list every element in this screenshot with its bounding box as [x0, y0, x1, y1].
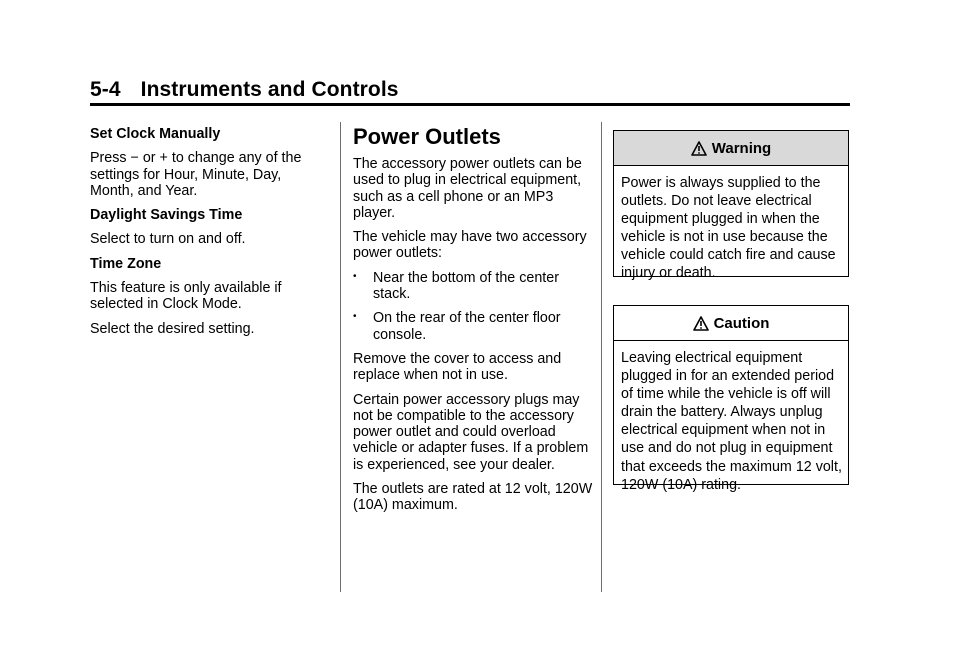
column-divider: [601, 122, 602, 592]
caution-text: Leaving electrical equipment plugged in for an extended period of time while the vehicle is off will drain the battery. Always unplug electrical equipment when not in use and do not plug in equipment that exceeds the maximum 12 volt, 120W (10A) rating.: [621, 350, 842, 493]
caution-box: [613, 305, 849, 493]
warning-box: [613, 130, 849, 282]
remove-cover-text: Remove the cover to access and replace when not in use.: [353, 350, 562, 384]
power-outlets-heading: Power Outlets: [353, 124, 501, 149]
power-outlets-lead: The vehicle may have two accessory power outlets:: [353, 229, 587, 262]
list-item: • Near the bottom of the center stack.: [353, 269, 559, 303]
page-header: [90, 78, 399, 102]
section-number: 5-4: [90, 78, 121, 101]
outlet-location-list: [353, 270, 593, 343]
bullet-icon: •: [353, 311, 357, 323]
dst-heading: Daylight Savings Time: [90, 207, 243, 224]
column-divider: [340, 122, 341, 592]
caution-triangle-icon: [693, 316, 709, 331]
timezone-text: This feature is only available if selected in Clock Mode.: [90, 280, 282, 313]
timezone-heading: Time Zone: [90, 255, 162, 272]
select-setting-text: Select the desired setting.: [90, 320, 255, 337]
compatibility-text: Certain power accessory plugs may not be compatible to the accessory power outlet and could overload vehicle or adapter fuses. If a problem is experienced, see your dealer.: [353, 391, 589, 473]
warning-header: [614, 131, 848, 166]
warning-title: Warning: [711, 139, 772, 157]
list-item: • On the rear of the center floor console.: [353, 310, 561, 343]
rating-text: The outlets are rated at 12 volt, 120W (10A) maximum.: [353, 481, 593, 514]
column-power-outlets: [353, 124, 593, 522]
power-outlets-intro: The accessory power outlets can be used to plug in electrical equipment, such as a cell phone or an MP3 player.: [353, 156, 582, 221]
clock-text: Press − or + to change any of the settings for Hour, Minute, Day, Month, and Year.: [90, 150, 302, 199]
header-rule: [90, 103, 850, 106]
column-clock-settings: [90, 126, 325, 345]
caution-header: [614, 306, 848, 341]
bullet-icon: •: [353, 270, 357, 282]
warning-text: Power is always supplied to the outlets. Do not leave electrical equipment plugged in when the vehicle is not in use because the vehicle could catch fire and cause injury or death.: [621, 175, 836, 282]
caution-title: Caution: [713, 314, 770, 332]
clock-heading: Set Clock Manually: [90, 126, 221, 142]
dst-text: Select to turn on and off.: [90, 231, 246, 248]
warning-triangle-icon: [691, 141, 707, 156]
section-title: Instruments and Controls: [140, 78, 399, 101]
